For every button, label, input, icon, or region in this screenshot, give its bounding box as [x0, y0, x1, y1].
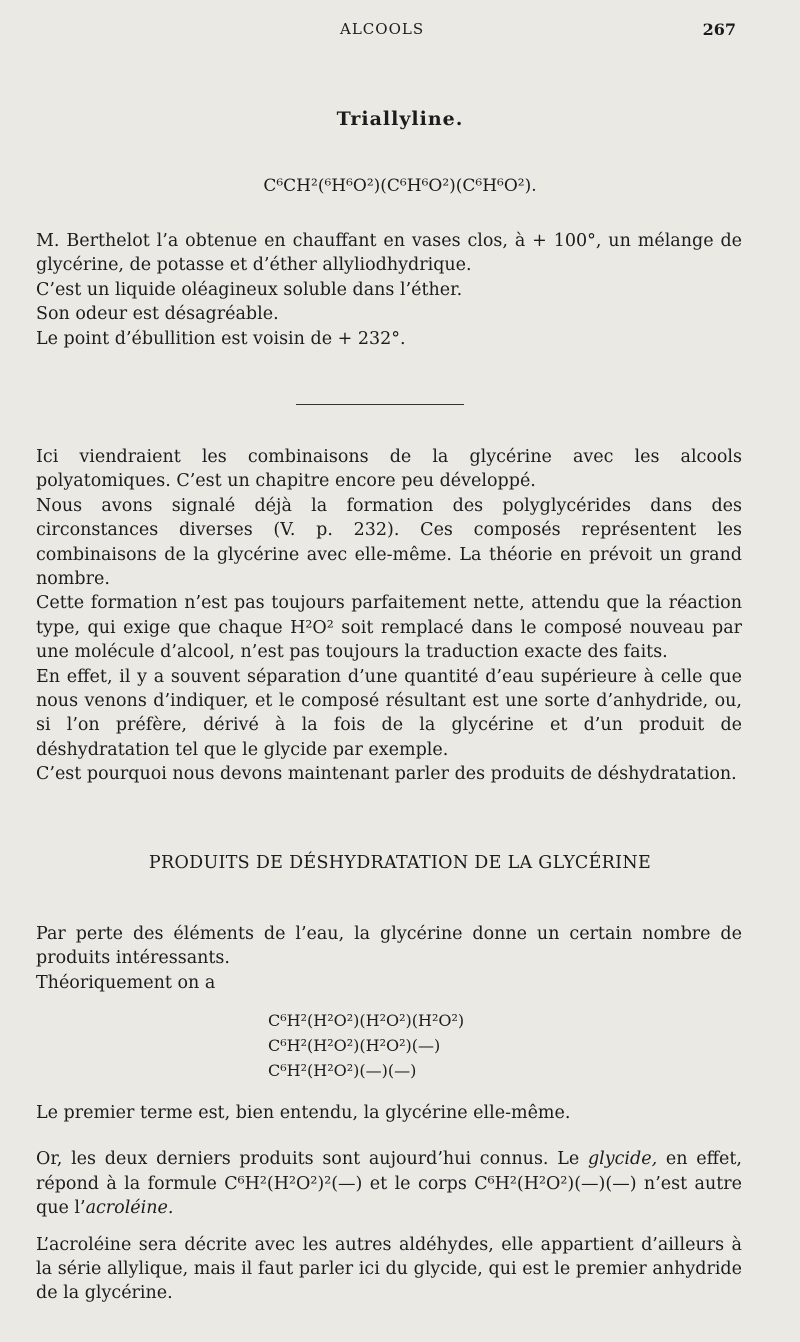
paragraph: Le point d’ébullition est voisin de + 232°.: [36, 328, 406, 349]
body-block-1: [36, 229, 742, 351]
paragraph: Nous avons signalé déjà la formation des polyglycérides dans des circonstances diverses (V. p. 232). Ces composés représentent les combinaisons de la glycérine avec elle-même. La théorie en prévoit un grand nombre.: [36, 495, 742, 590]
section-title: Triallyline.: [336, 108, 464, 130]
paragraph: Par perte des éléments de l’eau, la glycérine donne un certain nombre de produits intéressants.: [36, 924, 742, 969]
paragraph: En effet, il y a souvent séparation d’une quantité d’eau supérieure à celle que nous venons d’indiquer, et le composé résultant est une sorte d’anhydride, ou, si l’on préfère, dérivé à la fois de la glycérine et d’un produit de déshydratation tel que le glycide par exemple.: [36, 666, 742, 760]
paragraph: C’est un liquide oléagineux soluble dans l’éther.: [36, 279, 463, 300]
paragraph: Son odeur est désagréable.: [36, 304, 279, 325]
text-run: en effet, répond à la formule C⁶H²(H²O²)²(—) et le corps C⁶H²(H²O²)(—)(—) n’est autre que l’: [36, 1149, 742, 1219]
paragraph: Cette formation n’est pas toujours parfaitement nette, attendu que la réaction type, qui exige que chaque H²O² soit remplacé dans le composé nouveau par une molécule d’alcool, n’est pas toujours la traduction exacte des faits.: [36, 593, 742, 663]
paragraph: Le premier terme est, bien entendu, la glycérine elle-même.: [36, 1103, 571, 1123]
text-run: Or, les deux derniers produits sont aujourd’hui connus. Le: [36, 1149, 588, 1170]
paragraph: C’est pourquoi nous devons maintenant parler des produits de déshydratation.: [36, 764, 737, 785]
section-heading: PRODUITS DE DÉSHYDRATATION DE LA GLYCÉRINE: [148, 853, 652, 873]
paragraph: M. Berthelot l’a obtenue en chauffant en vases clos, à + 100°, un mélange de glycérine, de potasse et d’éther allyliodhydrique.: [36, 231, 742, 276]
body-block-3: [36, 922, 742, 995]
term-glycide: glycide,: [587, 1149, 658, 1170]
paragraph: Ici viendraient les combinaisons de la glycérine avec les alcools polyatomiques. C’est un chapitre encore peu développé.: [36, 447, 742, 492]
schema-line: C⁶H²(H²O²)(H²O²)(—): [268, 1036, 441, 1055]
schema-line: C⁶H²(H²O²)(—)(—): [268, 1061, 417, 1080]
formula-schema: [268, 1008, 464, 1083]
running-head: [0, 20, 800, 44]
divider-rule: [296, 404, 464, 405]
schema-line: C⁶H²(H²O²)(H²O²)(H²O²): [268, 1011, 465, 1030]
formula: C⁶CH²(⁶H⁶O²)(C⁶H⁶O²)(C⁶H⁶O²).: [263, 176, 537, 196]
body-block-2: [36, 445, 742, 787]
body-block-4: [36, 1101, 742, 1306]
paragraph: L’acroléine sera décrite avec les autres aldéhydes, elle appartient d’ailleurs à la série allylique, mais il faut parler ici du glycide, qui est le premier anhydride de la glycérine.: [36, 1234, 742, 1304]
term-acroleine: acroléine.: [85, 1198, 174, 1219]
page-number: 267: [702, 20, 736, 39]
paragraph: [36, 1147, 742, 1220]
running-head-title: ALCOOLS: [340, 20, 425, 38]
paragraph: Théoriquement on a: [36, 972, 216, 993]
